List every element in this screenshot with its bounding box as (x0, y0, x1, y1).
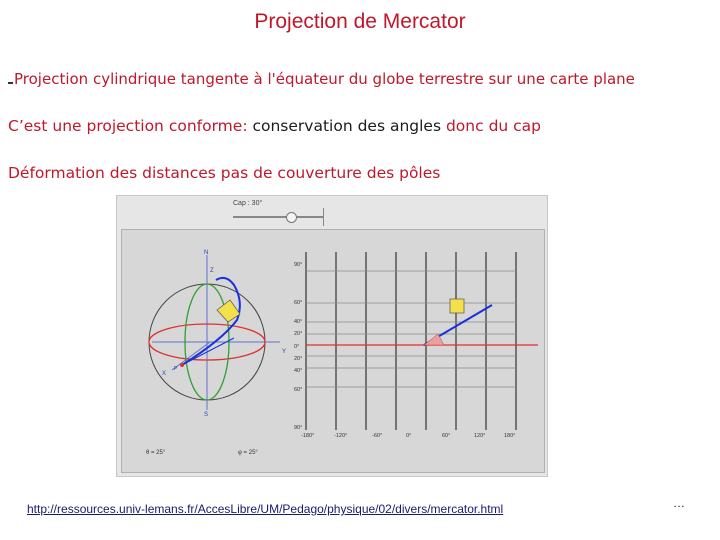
globe-point (180, 363, 184, 367)
bullet-marker (8, 82, 13, 84)
cap-slider-track[interactable] (233, 216, 323, 218)
lon-label: 0° (406, 433, 412, 439)
phi-readout: φ = 25° (238, 450, 258, 456)
lat-label: 40° (294, 319, 303, 325)
bullet-deformation: Déformation des distances pas de couverture des pôles (8, 164, 441, 182)
applet-panel (121, 229, 545, 473)
bullet-cylindrical (8, 70, 635, 88)
cap-label: Cap : 30° (233, 200, 263, 207)
lat-label: 90° (294, 425, 303, 431)
label-s: S (204, 412, 209, 418)
axis-x (172, 342, 210, 370)
label-n: N (204, 250, 209, 256)
applet-drawing (122, 230, 544, 472)
source-link[interactable]: http://ressources.univ-lemans.fr/AccesLibre/UM/Pedago/physique/02/divers/mercator.html (27, 502, 504, 516)
lat-label: 60° (294, 387, 303, 393)
lat-label: 20° (294, 356, 303, 362)
theta-readout: θ = 25° (146, 450, 166, 456)
lat-label: 0° (294, 344, 300, 350)
bullet-cylindrical-text: Projection cylindrique tangente à l'équateur du globe terrestre sur une carte plane (14, 70, 635, 88)
mercator-map (294, 252, 538, 439)
lon-label: -120° (334, 433, 348, 439)
map-cap-square (450, 299, 464, 313)
conforme-text: C’est une projection conforme: (8, 117, 248, 135)
lat-label: 90° (294, 262, 303, 268)
lon-label: -60° (372, 433, 383, 439)
globe-loxodrome (182, 278, 240, 365)
lon-label: 180° (504, 433, 516, 439)
label-x: X (162, 371, 167, 377)
lat-label: 60° (294, 300, 303, 306)
slider-end-mark (323, 208, 324, 226)
applet-toolbar (117, 196, 547, 226)
lon-label: 120° (474, 433, 486, 439)
conservation-text: conservation des angles (247, 117, 446, 135)
label-p: P (174, 366, 178, 372)
label-z: Z (210, 268, 214, 274)
label-y: Y (282, 349, 287, 355)
lon-label: 60° (442, 433, 451, 439)
mercator-applet (116, 195, 548, 477)
slide-title: Projection de Mercator (254, 10, 466, 33)
cap-text: donc du cap (445, 117, 542, 135)
bullet-conforme (8, 117, 541, 135)
cap-slider-knob[interactable] (286, 212, 297, 223)
lat-label: 20° (294, 331, 303, 337)
lat-label: 40° (294, 368, 303, 374)
globe-view (146, 250, 286, 456)
more-ellipsis: … (673, 496, 685, 510)
lon-label: -180° (301, 433, 315, 439)
